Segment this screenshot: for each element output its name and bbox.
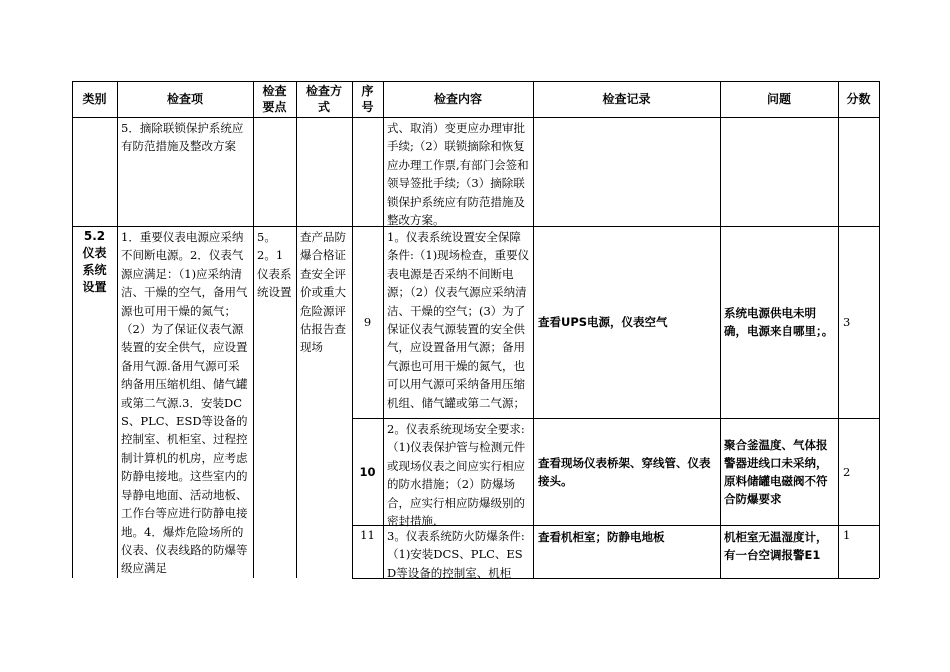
table-rule bbox=[117, 81, 118, 578]
table-rule bbox=[296, 81, 297, 578]
row-record: 查看UPS电源，仪表空气 bbox=[538, 315, 668, 329]
section-key-points: 5。2。1仪表系统设置 bbox=[257, 230, 292, 300]
table-rule bbox=[879, 81, 880, 578]
table-rule bbox=[253, 81, 254, 578]
row-content: 2。仪表系统现场安全要求:（1)仪表保护管与检测元件或现场仪表之间应实行相应的防水措施；（2）防爆场合，应实行相应防爆级别的密封措施. bbox=[387, 422, 526, 529]
section-category: 5.2 仪表 系统 设置 bbox=[82, 229, 107, 294]
row-seq: 9 bbox=[363, 315, 372, 329]
row-score: 1 bbox=[843, 528, 851, 542]
table-rule bbox=[533, 81, 534, 578]
table-rule bbox=[720, 81, 721, 578]
table-rule bbox=[72, 81, 73, 578]
header-category: 类别 bbox=[82, 92, 107, 106]
row-seq: 11 bbox=[360, 528, 375, 542]
table-rule bbox=[838, 81, 839, 578]
section-method: 查产品防爆合格证查安全评价或重大危险源评估报告查现场 bbox=[300, 230, 346, 355]
header-content: 检查内容 bbox=[433, 92, 482, 106]
header-record: 检查记录 bbox=[602, 92, 651, 106]
section-check-item: 1．重要仪表电源应采纳不间断电源。2．仪表气源应满足：（1)应采纳清洁、干燥的空气，备用气源也可用干燥的氮气；（2）为了保证仪表气源装置的安全供气，应设置备用气源.备用气源可采纳备用压缩机组、储气罐或第二气源.3．安装DCS、PLC、ESD等设备的控制室、机柜室、过程控制计算机的机房，应考虑防静电接地。这些室内的导静电地面、活动地板、工作台等应进行防静电接地。4．爆炸危险场所的仪表、仪表线路的防爆等级应满足 bbox=[121, 230, 248, 576]
header-method: 检查方 式 bbox=[305, 84, 342, 114]
table-rule bbox=[72, 117, 879, 118]
row-record: 查看机柜室；防静电地板 bbox=[538, 530, 665, 544]
row-score: 2 bbox=[843, 464, 851, 479]
row-issue: 系统电源供电未明确，电源来自哪里；。 bbox=[724, 306, 834, 338]
row-record: 查看现场仪表桥架、穿线管、仪表接头。 bbox=[538, 455, 711, 488]
cont-content: 式、取消）变更应办理审批手续;（2）联锁摘除和恢复应办理工作票,有部门会签和领导签批手续;（3）摘除联锁保护系统应有防范措施及整改方案。 bbox=[387, 121, 529, 228]
header-issue: 问题 bbox=[766, 92, 791, 106]
header-score: 分数 bbox=[846, 92, 871, 106]
row-issue: 机柜室无温湿度计，有一台空调报警E1 bbox=[724, 530, 828, 562]
header-check-item: 检查项 bbox=[166, 92, 203, 106]
row-seq: 10 bbox=[359, 464, 376, 479]
row-score: 3 bbox=[843, 315, 851, 329]
row-issue: 聚合釜温度、气体报警器进线口未采纳，原料储罐电磁阀不符合防爆要求 bbox=[724, 437, 828, 506]
table-rule bbox=[383, 81, 384, 578]
cont-check-item: 5．摘除联锁保护系统应有防范措施及整改方案 bbox=[121, 121, 244, 154]
header-seq: 序 号 bbox=[361, 84, 374, 114]
row-content: 1。仪表系统设置安全保障条件:（1)现场检查，重要仪表电源是否采纳不间断电源；（2）仪表气源应采纳清洁、干燥的空气；(3）为了保证仪表气源装置的安全供气，应设置备用气源；备用气源也可用干燥的氮气，也可以用气源可采纳备用压缩机组、储气罐或第二气源； bbox=[387, 230, 530, 410]
header-key-points: 检查 要点 bbox=[262, 84, 287, 114]
row-content: 3。仪表系统防火防爆条件:（1)安装DCS、PLC、ESD等设备的控制室、机柜 bbox=[387, 529, 525, 580]
